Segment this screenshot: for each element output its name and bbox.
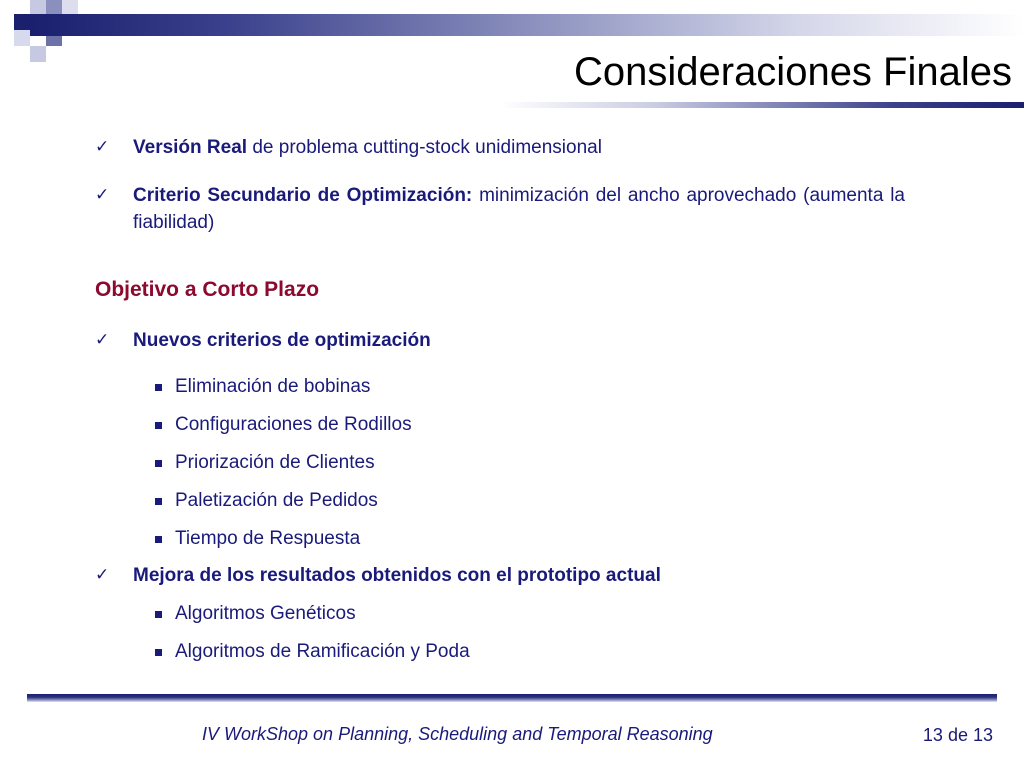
list-item xyxy=(95,449,905,476)
square-bullet-icon xyxy=(155,498,162,505)
square-decoration xyxy=(62,0,78,14)
section-heading: Objetivo a Corto Plazo xyxy=(95,278,320,301)
checkmark-icon: ✓ xyxy=(95,565,110,585)
list-item xyxy=(95,600,905,627)
square-decoration xyxy=(14,30,30,46)
checkmark-icon: ✓ xyxy=(95,330,110,350)
list-item-label: Tiempo de Respuesta xyxy=(175,528,361,549)
list-item xyxy=(95,373,905,400)
page-number: 13 de 13 xyxy=(922,725,993,745)
list-item xyxy=(95,411,905,438)
square-decoration xyxy=(46,0,62,14)
group-heading-nuevos-criterios xyxy=(95,327,905,354)
square-bullet-icon xyxy=(155,649,162,656)
group-1-list xyxy=(95,373,905,552)
list-item-label: Priorización de Clientes xyxy=(175,452,375,473)
group-heading-mejora-resultados xyxy=(95,562,905,589)
list-item xyxy=(95,487,905,514)
page-title: Consideraciones Finales xyxy=(573,50,1012,94)
group-heading-label: Mejora de los resultados obtenidos con el prototipo actual xyxy=(133,565,661,586)
square-decoration xyxy=(30,46,46,62)
footer-rule xyxy=(27,694,997,702)
square-bullet-icon xyxy=(155,611,162,618)
list-item-label: Eliminación de bobinas xyxy=(175,376,371,397)
list-item-label: Configuraciones de Rodillos xyxy=(175,414,412,435)
slide-content xyxy=(95,134,905,665)
checkmark-icon: ✓ xyxy=(95,185,110,205)
bullet-bold-label: Versión Real xyxy=(133,137,248,158)
bullet-text: minimización del ancho aprovechado (aumenta la fiabilidad) xyxy=(133,185,905,233)
list-item xyxy=(95,525,905,552)
square-decoration xyxy=(14,14,30,30)
bullet-text: de problema cutting-stock unidimensional xyxy=(247,137,602,158)
checkmark-icon: ✓ xyxy=(95,137,110,157)
square-bullet-icon xyxy=(155,384,162,391)
square-bullet-icon xyxy=(155,536,162,543)
bullet-version-real xyxy=(95,134,905,161)
group-2-list xyxy=(95,600,905,665)
footer-conference-name: IV WorkShop on Planning, Scheduling and Temporal Reasoning xyxy=(202,724,713,744)
list-item-label: Paletización de Pedidos xyxy=(175,490,378,511)
group-heading-label: Nuevos criterios de optimización xyxy=(133,330,431,351)
title-underline xyxy=(500,102,1024,108)
bullet-bold-label: Criterio Secundario de Optimización: xyxy=(133,185,473,206)
list-item-label: Algoritmos de Ramificación y Poda xyxy=(175,641,470,662)
square-bullet-icon xyxy=(155,422,162,429)
square-bullet-icon xyxy=(155,460,162,467)
list-item-label: Algoritmos Genéticos xyxy=(175,603,356,624)
header-gradient-band xyxy=(30,14,1024,36)
bullet-criterio-secundario xyxy=(95,182,905,236)
square-decoration xyxy=(30,0,46,14)
list-item xyxy=(95,638,905,665)
